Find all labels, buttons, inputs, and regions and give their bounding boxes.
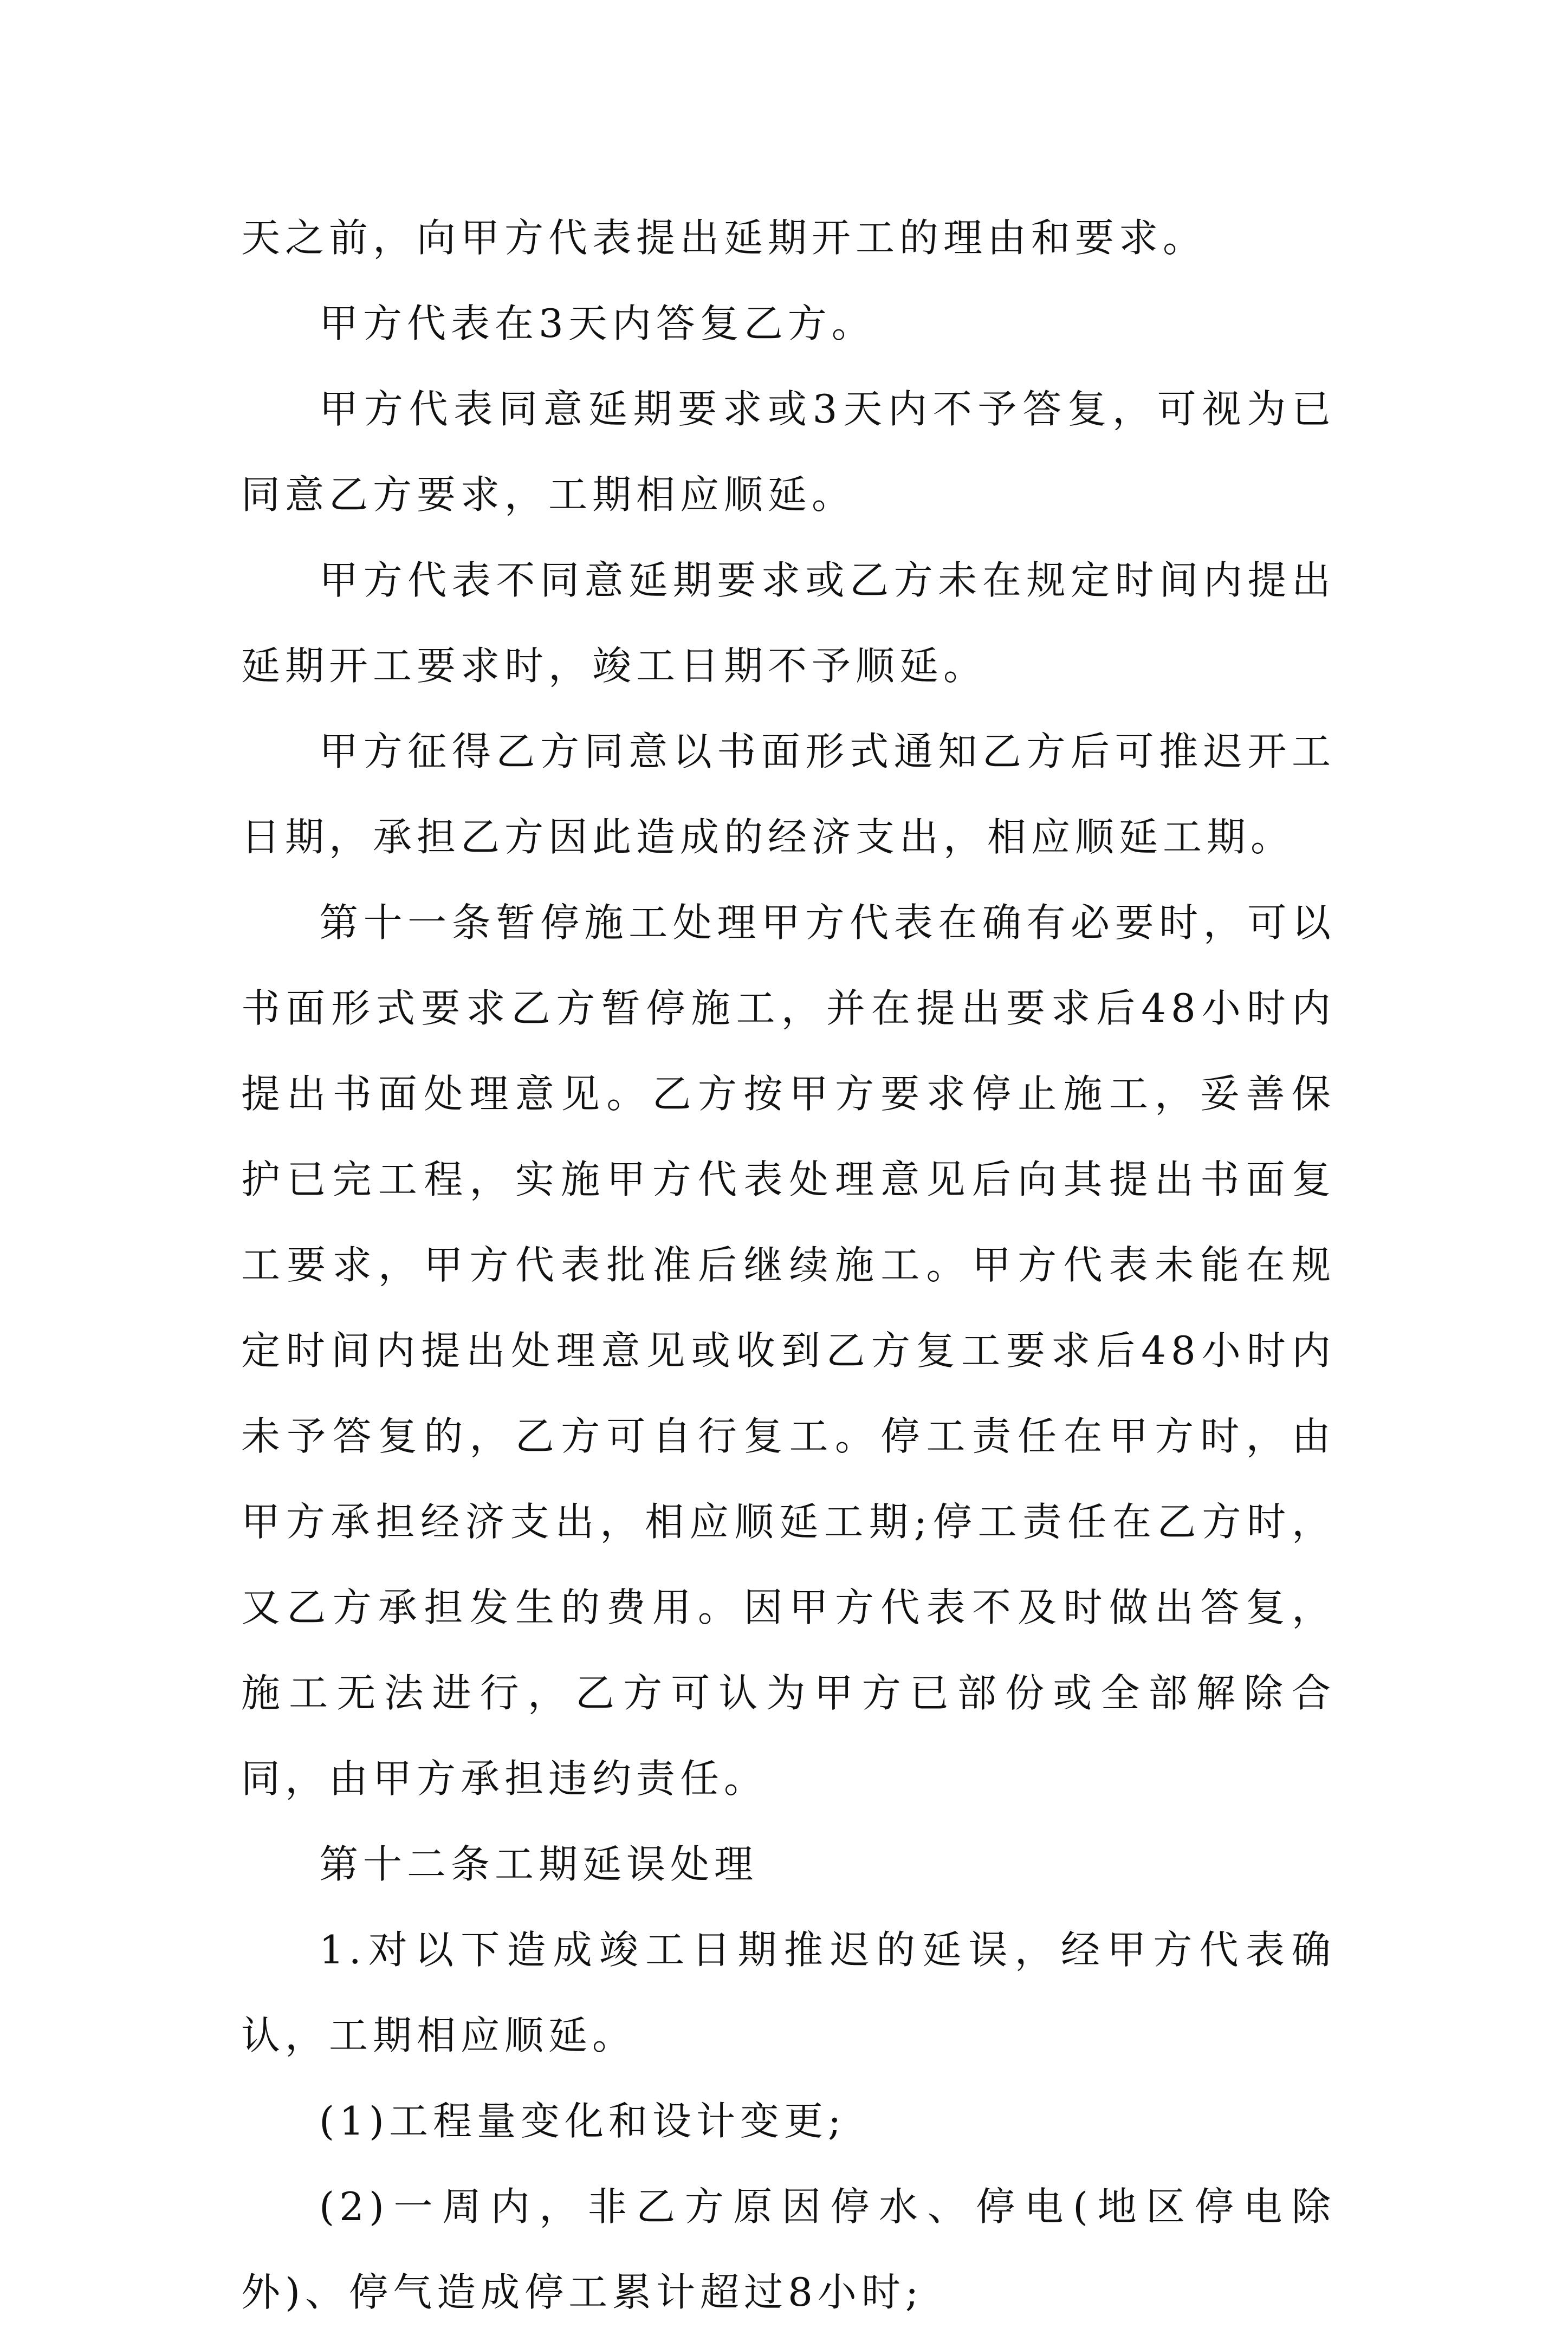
paragraph: 甲方代表不同意延期要求或乙方未在规定时间内提出延期开工要求时，竣工日期不予顺延。 [241, 557, 1336, 689]
article-12-heading: 第十二条工期延误处理 [319, 1841, 759, 1887]
document-body [241, 195, 1336, 2335]
list-item-1: 1.对以下造成竣工日期推迟的延误，经甲方代表确认，工期相应顺延。 [241, 1927, 1336, 2058]
paragraph: 甲方征得乙方同意以书面形式通知乙方后可推迟开工日期，承担乙方因此造成的经济支出，相应顺延工期。 [241, 729, 1336, 860]
paragraph: 甲方代表在3天内答复乙方。 [319, 301, 876, 346]
article-11-paragraph: 第十一条暂停施工处理甲方代表在确有必要时，可以书面形式要求乙方暂停施工，并在提出要求后48小时内提出书面处理意见。乙方按甲方要求停止施工，妥善保护已完工程，实施甲方代表处理意见后向其提出书面复工要求，甲方代表批准后继续施工。甲方代表未能在规定时间内提出处理意见或收到乙方复工要求后48小时内未予答复的，乙方可自行复工。停工责任在甲方时，由甲方承担经济支出，相应顺延工期;停工责任在乙方时，又乙方承担发生的费用。因甲方代表不及时做出答复，施工无法进行，乙方可认为甲方已部份或全部解除合同，由甲方承担违约责任。 [241, 900, 1336, 1801]
paragraph-continuation: 天之前，向甲方代表提出延期开工的理由和要求。 [241, 215, 1207, 261]
sub-item-2: (2)一周内，非乙方原因停水、停电(地区停电除外)、停气造成停工累计超过8小时; [241, 2184, 1336, 2315]
paragraph: 甲方代表同意延期要求或3天内不予答复，可视为已同意乙方要求，工期相应顺延。 [241, 386, 1336, 517]
sub-item-1: (1)工程量变化和设计变更; [319, 2098, 846, 2144]
